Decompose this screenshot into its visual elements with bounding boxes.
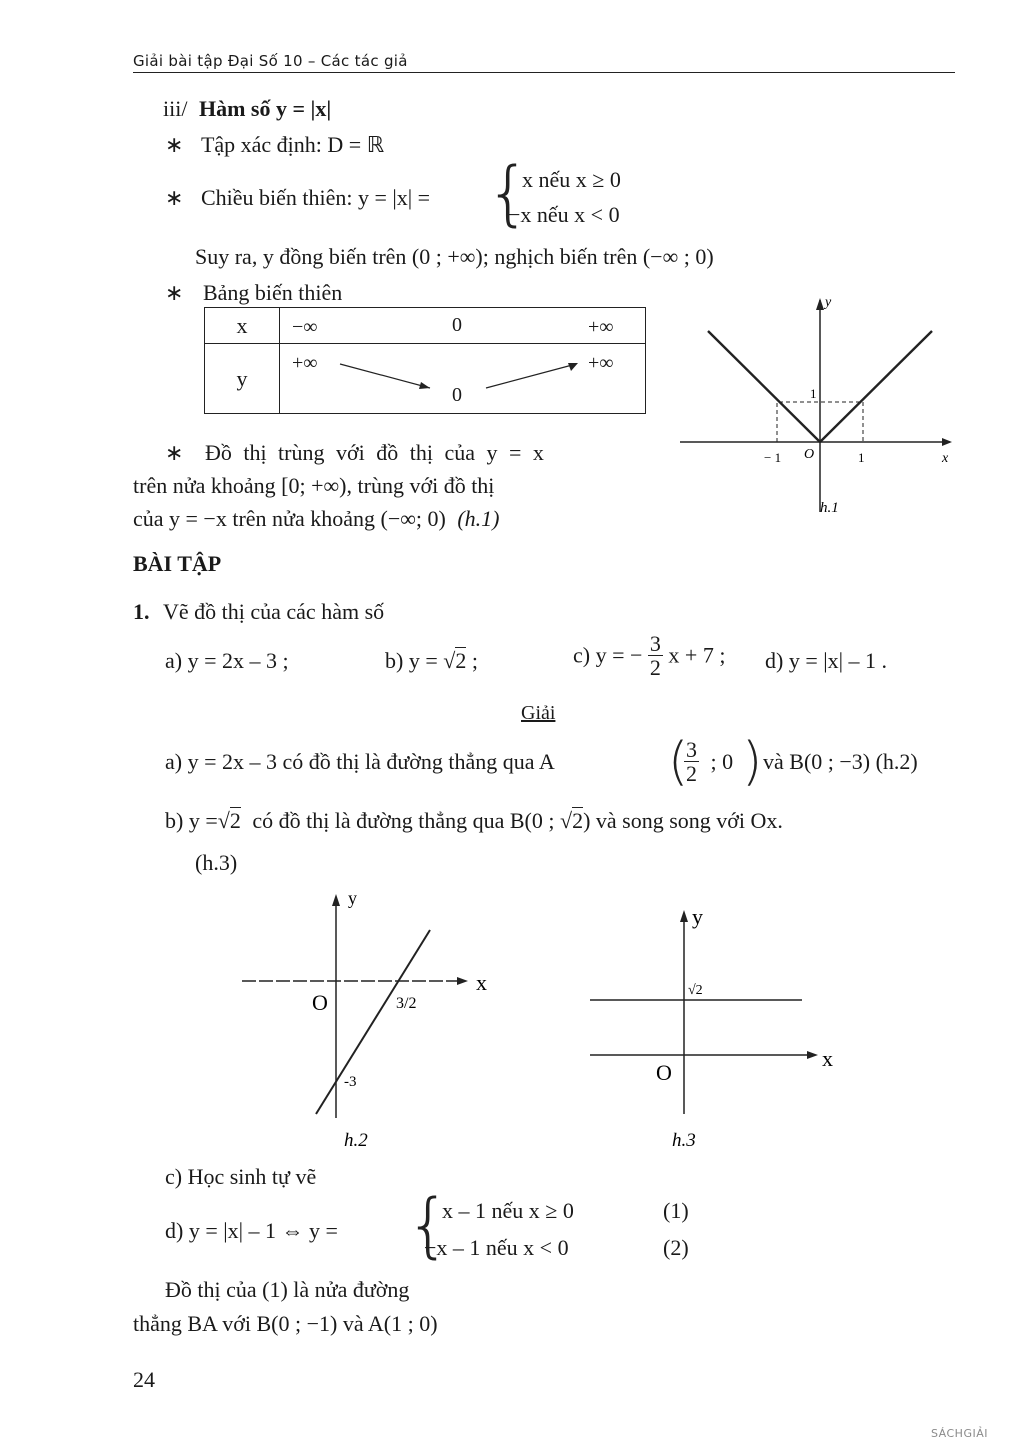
exercises-heading: BÀI TẬP: [133, 551, 222, 576]
decreasing-arrow: [340, 364, 430, 388]
page-number: 24: [133, 1367, 155, 1392]
solution-d-line2: thẳng BA với B(0 ; −1) và A(1 ; 0): [133, 1311, 438, 1336]
item-a: a) y = 2x – 3 ;: [165, 648, 289, 673]
graph-ref: (h.1): [457, 506, 500, 531]
graph-line-1: [165, 440, 544, 466]
solution-b-mid: có đồ thị là đường thẳng qua B(0 ;: [252, 808, 555, 833]
x-zero: 0: [452, 314, 462, 336]
solution-a-mid: ; 0: [710, 748, 734, 774]
graph-line-3: [133, 506, 500, 532]
monotone-text: Suy ra, y đồng biến trên (0 ; +∞); nghịch biến trên (−∞ ; 0): [195, 244, 714, 269]
h2-x-tick: 3/2: [396, 995, 417, 1012]
case-1: x nếu x ≥ 0: [522, 167, 621, 192]
h2-x-label: x: [476, 970, 487, 995]
bullet-variation: [165, 185, 430, 211]
solution-a-suffix: và B(0 ; −3) (h.2): [763, 749, 918, 774]
item-c-suffix: x + 7 ;: [668, 642, 726, 668]
solution-d-case1: x – 1 nếu x ≥ 0: [442, 1198, 574, 1223]
table-title: Bảng biến thiên: [202, 280, 343, 305]
x-pos-inf: +∞: [588, 316, 614, 338]
solution-d-line1: Đồ thị của (1) là nửa đường: [165, 1277, 410, 1302]
running-header: Giải bài tập Đại Số 10 – Các tác giả: [133, 52, 408, 70]
h1-tick-1: 1: [858, 450, 865, 465]
section-title: Hàm số y = |x|: [198, 96, 332, 121]
h3-origin: O: [656, 1060, 672, 1085]
solution-d-prefix: d) y = |x| – 1 ⇔ y =: [165, 1218, 338, 1243]
graph-text-1: Đồ thị trùng với đồ thị của y = x: [204, 440, 544, 465]
solution-c: c) Học sinh tự vẽ: [165, 1164, 317, 1189]
x-neg-inf: −∞: [292, 316, 318, 338]
y-right-pos-inf: +∞: [588, 352, 614, 374]
sqrt-icon: √: [560, 808, 573, 833]
item-c: [573, 632, 725, 679]
h1-tick-y1: 1: [810, 386, 817, 401]
x-arrow-icon: [942, 438, 952, 446]
frac-den: 2: [686, 761, 697, 787]
table-y-label: y: [205, 344, 280, 414]
h1-y-label: y: [825, 295, 832, 310]
item-c-fraction: [648, 632, 663, 679]
case-2: −x nếu x < 0: [508, 202, 620, 227]
bullet-star-icon: ∗: [165, 185, 184, 210]
figure-h3: [580, 896, 850, 1160]
h2-caption: h.2: [344, 1130, 368, 1151]
h1-tick-neg1: − 1: [764, 450, 782, 465]
bullet-star-icon: ∗: [165, 440, 184, 465]
variation-arrows: [280, 344, 646, 414]
solution-b-ref: (h.3): [195, 850, 238, 875]
header-rule: [133, 72, 955, 73]
y-arrow-icon: [680, 910, 688, 922]
graph-line-2: trên nửa khoảng [0; +∞), trùng với đồ thị: [133, 473, 495, 498]
question-text: Vẽ đồ thị của các hàm số: [163, 599, 385, 624]
h3-x-label: x: [822, 1046, 833, 1071]
solution-label: Giải: [521, 702, 556, 724]
sqrt-icon: √: [217, 808, 230, 833]
h2-y-label: y: [348, 888, 357, 908]
x-arrow-icon: [457, 977, 468, 985]
left-paren-icon: (: [668, 732, 689, 792]
solution-d-tag2: (2): [663, 1235, 689, 1260]
h3-caption: h.3: [672, 1130, 696, 1151]
graph-left-branch: [708, 331, 820, 442]
solution-a-prefix: a) y = 2x – 3 có đồ thị là đường thẳng qua A: [165, 749, 555, 774]
bullet-star-icon: ∗: [165, 132, 184, 157]
h1-caption: h.1: [820, 500, 839, 516]
solution-b-radicand-2: 2: [572, 808, 584, 833]
bullet-star-icon: ∗: [165, 280, 184, 305]
h2-y-tick: -3: [344, 1074, 357, 1090]
graph-right-branch: [820, 331, 932, 442]
increasing-arrow: [486, 364, 576, 388]
solution-d-case2: −x – 1 nếu x < 0: [424, 1235, 569, 1260]
question-number: 1.: [133, 599, 150, 624]
sqrt-icon: √: [443, 648, 456, 673]
right-paren-icon: ): [742, 732, 763, 792]
frac-num: 3: [686, 737, 697, 762]
variation-intro: Chiều biến thiên: y = |x| =: [200, 185, 431, 210]
graph-text-3: của y = −x trên nửa khoảng (−∞; 0): [133, 506, 446, 531]
y-min-zero: 0: [452, 384, 462, 406]
solution-a-fraction: [684, 738, 699, 785]
section-iii-heading: [163, 96, 331, 122]
item-d: d) y = |x| – 1 .: [765, 648, 888, 673]
frac-den: 2: [649, 655, 661, 681]
solution-a-point: [684, 738, 733, 785]
frac-num: 3: [649, 631, 661, 656]
x-arrow-icon: [807, 1051, 818, 1059]
solution-b-prefix: b) y =: [165, 808, 218, 833]
left-brace-icon: {: [486, 152, 531, 234]
h1-origin: O: [804, 447, 815, 462]
h1-x-label: x: [942, 451, 949, 466]
item-b-prefix: b) y =: [385, 648, 438, 673]
item-c-prefix: c) y = −: [573, 642, 643, 668]
figure-h2: [236, 880, 506, 1160]
domain-text: Tập xác định: D = ℝ: [200, 132, 385, 157]
left-brace-icon: {: [406, 1184, 451, 1266]
table-x-row: [280, 308, 646, 344]
item-b: [385, 648, 478, 674]
table-x-label: x: [205, 308, 280, 344]
figure-h1: [670, 286, 970, 526]
line-2x-minus-3: [316, 930, 430, 1114]
bullet-table: [165, 280, 342, 306]
item-b-radicand: 2: [455, 648, 467, 673]
y-left-pos-inf: +∞: [292, 352, 318, 374]
watermark-logo: SÁCHGIẢI: [930, 1427, 988, 1440]
h3-y-tick: √2: [688, 983, 703, 998]
table-y-row: [280, 344, 646, 414]
arrow-head-icon: [419, 382, 430, 389]
arrow-head-icon: [568, 363, 578, 371]
section-label: iii/: [163, 96, 188, 121]
y-arrow-icon: [332, 894, 340, 906]
solution-d-tag1: (1): [663, 1198, 689, 1223]
y-arrow-icon: [816, 298, 824, 310]
item-b-suffix: ;: [471, 648, 478, 673]
h2-origin: O: [312, 990, 328, 1015]
h3-y-label: y: [692, 904, 703, 929]
solution-b: [165, 808, 783, 834]
bullet-domain: [165, 132, 384, 158]
solution-b-suffix: ) và song song với Ox.: [583, 808, 783, 833]
variation-table: [204, 307, 646, 414]
solution-b-radicand: 2: [229, 808, 241, 833]
question-1: [133, 599, 384, 625]
